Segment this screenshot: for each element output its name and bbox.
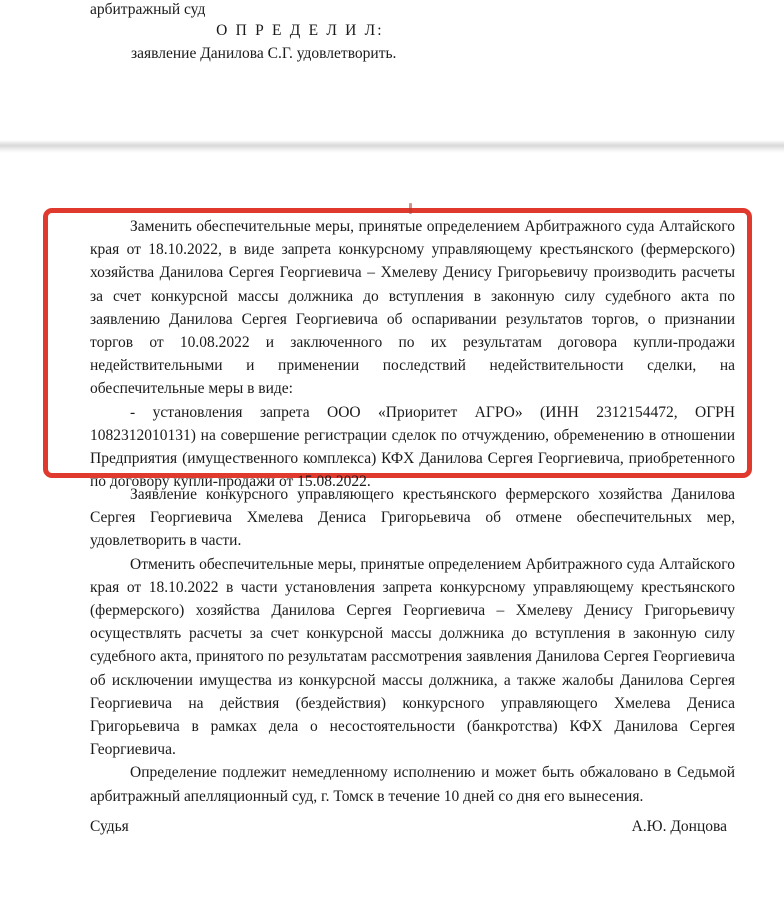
paragraph-appeal-notice: Определение подлежит немедленному исполнению и может быть обжаловано в Седьмой арбитражный апелляционный суд, г. Томск в течение 10 дней со дня его вынесения. [90,764,735,805]
signature-judge-name: А.Ю. Донцова [631,818,727,835]
signature-role-label: Судья [90,818,129,835]
highlighted-text-block [90,215,735,493]
page-break-separator [0,140,784,153]
signature-block [90,818,735,836]
boxed-paragraph-prohibition-item: - установления запрета ООО «Приоритет АГРО» (ИНН 2312154472, ОГРН 1082312010131) на совершение регистрации сделок по отчуждению, обременению в отношении Предприятия (имущественного комплекса) КФХ Данилова Сергея Георгиевича, приобретенного по договору купли-продажи от 15.08.2022. [90,403,735,491]
court-name-tail-line: арбитражный суд [90,1,206,18]
ruling-heading: О П Р Е Д Е Л И Л: [216,22,384,39]
page-two-body [0,153,784,922]
boxed-paragraph-replace-measures: Заменить обеспечительные меры, принятые определением Арбитражного суда Алтайского края от 18.10.2022, в виде запрета конкурсному управляющему крестьянского (фермерского) хозяйства Данилова Сергея Георгиевича – Хмелеву Денису Григорьевичу производить расчеты за счет конкурсной массы должника до вступления в законную силу судебного акта по заявлению Данилова Сергея Георгиевича об оспаривании результатов торгов, о признании торгов от 10.08.2022 и заключенного по их результатам договора купли-продажи недействительными и применении последствий недействительности сделки, на обеспечительные меры в виде: [90,218,735,398]
paragraph-application-granted-partly: Заявление конкурсного управляющего крестьянского фермерского хозяйства Данилова Сергея Георгиевича Хмелева Дениса Григорьевича об отмене обеспечительных мер, удовлетворить в части. [90,486,735,550]
page-one-tail [0,0,784,140]
paragraph-cancel-measures: Отменить обеспечительные меры, принятые определением Арбитражного суда Алтайского края от 18.10.2022 в части установления запрета конкурсному управляющему крестьянского (фермерского) хозяйства Данилова Сергея Георгиевича – Хмелеву Денису Григорьевичу осуществлять расчеты за счет конкурсной массы должника до вступления в законную силу судебного акта, принятого по результатам рассмотрения заявления Данилова Сергея Георгиевича об исключении имущества из конкурсной массы должника, а также жалобы Данилова Сергея Георгиевича на действия (бездействия) конкурсного управляющего Хмелева Дениса Григорьевича в рамках дела о несостоятельности (банкротства) КФХ Данилова Сергея Георгиевича. [90,555,735,759]
highlight-tick-mark [409,203,412,214]
grant-statement-line: заявление Данилова С.Г. удовлетворить. [131,45,397,62]
body-text-block [90,483,735,808]
